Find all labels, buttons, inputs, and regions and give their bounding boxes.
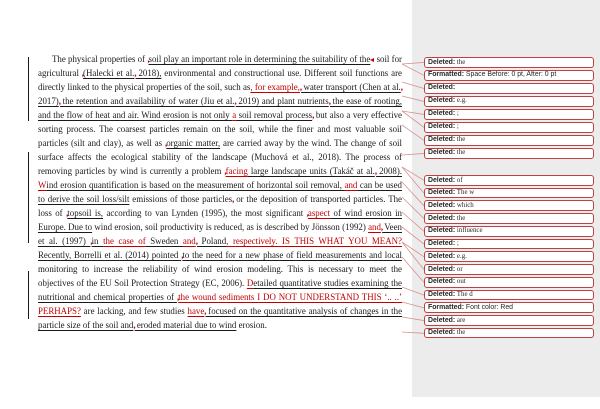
inserted-text: focused on the quantitative analysis of changes in the particle size of the soil and	[38, 306, 403, 330]
deletion-mark-icon: ,	[81, 68, 84, 78]
deleted-callout[interactable]	[424, 239, 594, 250]
body-text: The physical properties of	[52, 54, 148, 64]
inserted-text: organic matter,	[166, 138, 221, 148]
callout-text: Space Before: 0 pt, After: 0 pt	[463, 71, 557, 79]
deletion-mark-icon: ,	[400, 82, 402, 92]
callout-text: or	[455, 265, 463, 273]
deletion-mark-icon: ,	[224, 166, 226, 176]
inserted-text-red: and	[368, 222, 381, 232]
deletion-mark-icon: ,	[195, 236, 197, 246]
deleted-callout[interactable]	[424, 96, 594, 107]
deleted-callout[interactable]	[424, 200, 594, 211]
inserted-text: Poland	[196, 236, 227, 246]
deletion-mark-icon: ,	[90, 236, 92, 246]
deleted-callout[interactable]	[424, 188, 594, 199]
callout-text: The d	[455, 291, 473, 299]
callout-text: Font color: Red	[463, 303, 514, 311]
inserted-text: (Halecki et al.	[83, 68, 135, 78]
inserted-text: soil removal process	[236, 110, 313, 120]
inserted-text: water transport (Chen at al.	[301, 82, 401, 92]
deletion-mark-icon: ,	[299, 82, 302, 92]
callout-group-1	[424, 57, 594, 161]
callout-text: e.g.	[455, 252, 467, 260]
callout-group-2	[424, 175, 594, 341]
inserted-text-red: D	[246, 278, 254, 288]
callout-label: Deleted:	[428, 240, 456, 248]
change-bar	[28, 152, 29, 243]
inserted-text: to the need for a new phase of field measurements and local	[182, 250, 402, 260]
formatted-callout[interactable]	[424, 302, 594, 313]
deleted-callout[interactable]	[424, 251, 594, 262]
callout-label: Formatted:	[428, 71, 464, 79]
inserted-text: the ease of rooting, and the flow of heat and air. Wind erosion is not only	[38, 96, 402, 120]
callout-text: the	[455, 214, 466, 222]
body-text: environmental and constructional use. Different soil functions are directly linked to the physical properties of the soil, such as	[38, 68, 402, 92]
callout-label: Deleted:	[428, 214, 456, 222]
inserted-text: can be used to derive the soil loss/silt	[38, 180, 402, 204]
callout-text: e.g.	[455, 97, 467, 105]
callout-label: Deleted:	[428, 291, 456, 299]
callout-text: of	[455, 176, 463, 184]
inserted-text: Sweden	[145, 236, 183, 246]
deletion-mark-icon: ,	[328, 96, 330, 106]
callout-text: out	[455, 278, 466, 286]
inserted-text-red: W	[38, 180, 47, 190]
callout-text: the	[455, 136, 466, 144]
body-text: are carried away by the wind. The change of soil surface affects the ecological stability of the landscape (Muchová et al., 2018). The process of removing particles by wind is currently a problem	[38, 138, 402, 176]
callout-text: influence	[455, 227, 483, 235]
deletion-mark-icon: ,	[165, 138, 167, 148]
callout-label: Deleted:	[428, 265, 456, 273]
inserted-text-red: aspect	[307, 208, 331, 218]
deletion-mark-icon: ,	[58, 96, 60, 106]
inserted-text: eroded material due to wind	[134, 320, 237, 330]
callout-label: Deleted:	[428, 123, 456, 131]
inserted-text-red: a	[232, 110, 237, 120]
callout-text: ;	[455, 123, 459, 131]
inserted-text: in	[91, 236, 104, 246]
deleted-callout[interactable]	[424, 328, 594, 339]
callout-label: Deleted:	[428, 227, 456, 235]
deleted-callout[interactable]	[424, 277, 594, 288]
formatted-callout[interactable]	[424, 70, 594, 81]
inserted-text: 2018),	[135, 68, 162, 78]
inserted-text-red: facing	[225, 166, 248, 176]
callout-text: ;	[455, 240, 459, 248]
callout-label: Formatted:	[428, 303, 464, 311]
deleted-callout[interactable]	[424, 226, 594, 237]
deletion-mark-icon: ,	[232, 194, 234, 204]
deleted-callout[interactable]	[424, 57, 594, 68]
callout-label: Deleted:	[428, 97, 456, 105]
inserted-text-red: and	[344, 180, 358, 190]
body-text: wind erosion, soil productivity is reduced, as is described by Jönsson (1992)	[92, 222, 369, 232]
paragraph-text	[38, 52, 402, 332]
deleted-callout[interactable]	[424, 148, 594, 159]
deletion-mark-icon: ,	[147, 54, 149, 64]
callout-text: the	[455, 149, 466, 157]
inserted-text: 2019) and plant nutrients	[235, 96, 329, 106]
deletion-mark-icon: ,	[374, 166, 377, 176]
callout-label: Deleted:	[428, 136, 456, 144]
inserted-text: 2008).	[376, 166, 402, 176]
deleted-callout[interactable]	[424, 83, 594, 94]
callout-label: Deleted:	[428, 84, 456, 92]
inserted-text: etailed quantitative studies examining the nutritional and chemical properties of	[38, 278, 402, 302]
callout-label: Deleted:	[428, 329, 456, 337]
callout-label: Deleted:	[428, 110, 456, 118]
deletion-mark-icon: ,	[380, 222, 383, 232]
change-bar	[28, 271, 29, 319]
callout-label: Deleted:	[428, 201, 456, 209]
body-text: emissions of those particles	[129, 194, 233, 204]
deletion-mark-icon: ,	[133, 320, 135, 330]
callout-label: Deleted:	[428, 58, 456, 66]
callout-label: Deleted:	[428, 176, 456, 184]
inserted-text-red: have	[187, 306, 205, 316]
inserted-text: topsoil is,	[67, 208, 104, 218]
inserted-text: ind erosion quantification is based on the measurement of horizontal soil removal,	[46, 180, 345, 190]
inserted-text-red: the case of	[103, 236, 146, 246]
inserted-text-red: the wound sediments I DO NOT UNDERSTAND THIS ‘.. ..’ PERHAPS?	[38, 292, 403, 316]
deletion-mark-icon: ,	[134, 68, 136, 78]
body-text: are lacking, and few studies	[80, 306, 188, 316]
callout-label: Deleted:	[428, 149, 456, 157]
deletion-mark-icon: ,	[181, 250, 183, 260]
callout-label: Deleted:	[428, 252, 456, 260]
callout-text: the	[455, 58, 466, 66]
body-text: or the deposition of transported particles. The loss of	[38, 194, 402, 218]
inserted-text: soil play an important role in determining the suitability of the	[148, 54, 371, 64]
inserted-text-red: , respectively. IS THIS WHAT YOU MEAN?	[226, 236, 402, 246]
deletion-mark-icon: ,	[306, 208, 308, 218]
deleted-callout[interactable]	[424, 109, 594, 120]
inserted-text: the retention and availability of water (Jiu et al.	[59, 96, 235, 106]
callout-label: Deleted:	[428, 189, 456, 197]
change-bar	[28, 57, 29, 121]
body-text: according to van Lynden (1995), the most significant	[103, 208, 307, 218]
inserted-text-red: , for example,	[250, 82, 300, 92]
inserted-text: Recently, Borrelli et al. (2014) pointed	[38, 250, 182, 260]
deleted-callout[interactable]	[424, 290, 594, 301]
callout-text: ;	[455, 110, 459, 118]
inserted-text: 2017)	[38, 96, 59, 106]
inserted-text: large landscape units (Takáč at al.	[247, 166, 375, 176]
deletion-mark-icon: ,	[176, 292, 179, 302]
body-text: but also a very effective sorting process. The coarsest particles remain on the soil, while the finer and most valuable soil particles (silt and clay), as well as	[38, 110, 402, 148]
deleted-callout[interactable]	[424, 135, 594, 146]
callout-label: Deleted:	[428, 316, 456, 324]
callout-text: are	[455, 316, 466, 324]
inserted-text-red: and	[182, 236, 196, 246]
deletion-mark-icon: ,	[204, 306, 206, 316]
callout-text: The w	[455, 189, 475, 197]
deleted-callout[interactable]	[424, 175, 594, 186]
deleted-callout[interactable]	[424, 122, 594, 133]
body-text: monitoring to increase the reliability of wind erosion modeling. This is necessary to meet the objectives of the EU Soil Protection Strategy (EC, 2006).	[38, 264, 402, 288]
body-text: erosion.	[236, 320, 267, 330]
deleted-callout[interactable]	[424, 213, 594, 224]
deletion-mark-icon: ,	[312, 110, 314, 120]
deleted-callout[interactable]	[424, 264, 594, 275]
deletion-mark-icon: ,	[66, 208, 68, 218]
callout-label: Deleted:	[428, 278, 456, 286]
callout-text: which	[455, 201, 474, 209]
deleted-callout[interactable]	[424, 315, 594, 326]
inserted-text: Veen et al. (1997)	[38, 222, 402, 246]
inserted-text: of wind erosion in Europe. Due to	[38, 208, 402, 232]
callout-text: the	[455, 329, 466, 337]
body-text: soil for agricultural	[38, 54, 403, 78]
deletion-mark-icon: ,	[234, 96, 236, 106]
